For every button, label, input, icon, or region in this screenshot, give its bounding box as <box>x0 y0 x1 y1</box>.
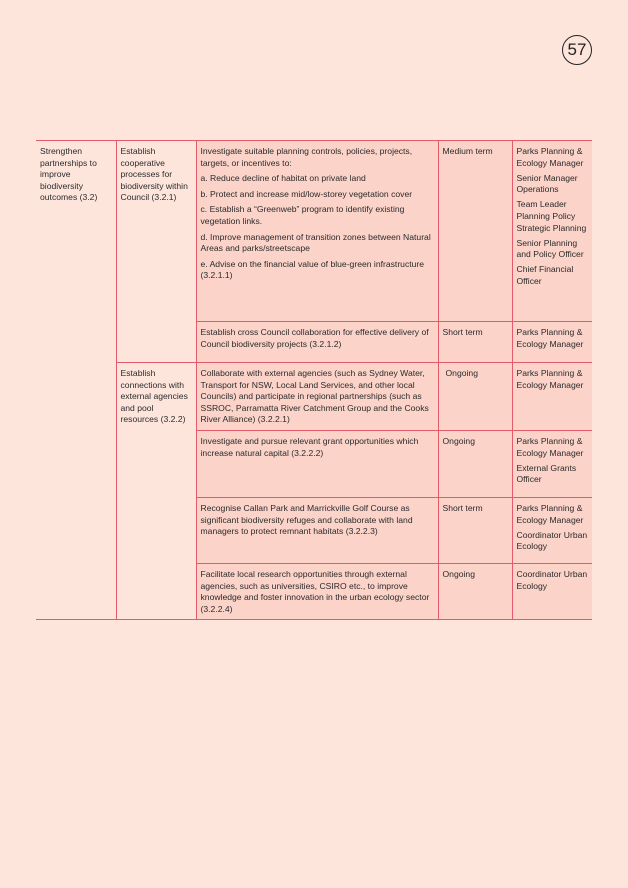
responsibility-item: Team Leader Planning Policy Strategic Planning <box>516 199 587 233</box>
action-text: c. Establish a “Greenweb” program to identify existing vegetation links. <box>200 204 405 226</box>
action-text: d. Improve management of transition zones between Natural Areas and parks/streetscape <box>200 231 431 254</box>
timeframe-cell <box>438 141 512 322</box>
page-number: 57 <box>567 40 587 59</box>
responsibility-cell <box>512 322 592 363</box>
responsibility-cell <box>512 497 592 563</box>
action-cell <box>196 563 438 619</box>
timeframe: Ongoing <box>445 368 478 378</box>
strategy-label: Establish connections with external agencies and pool resources (3.2.2) <box>120 368 188 425</box>
timeframe: Short term <box>442 327 483 337</box>
action-text: Collaborate with external agencies (such as Sydney Water, Transport for NSW, Local Land Services, and other local Councils) and participate in regional partnerships (such as SSROC, Parramatta River Catchment Group and the Cooks River Alliance) (3.2.2.1) <box>200 368 429 425</box>
action-cell <box>196 141 438 322</box>
timeframe-cell <box>438 322 512 363</box>
action-text: a. Reduce decline of habitat on private land <box>200 173 366 184</box>
action-plan-table <box>36 140 592 620</box>
timeframe-cell <box>438 430 512 497</box>
responsibility-item: Parks Planning & Ecology Manager <box>516 502 584 525</box>
responsibility-item: Coordinator Urban Ecology <box>516 529 588 552</box>
action-text: Investigate suitable planning controls, policies, projects, targets, or incentives to: <box>200 146 413 168</box>
responsibility-cell <box>512 563 592 619</box>
responsibility-cell <box>512 141 592 322</box>
action-text: Recognise Callan Park and Marrickville Golf Course as significant biodiversity refuges and collaborate with land managers to protect remnant habitats (3.2.2.3) <box>200 502 413 537</box>
timeframe-cell <box>438 497 512 563</box>
timeframe: Ongoing <box>442 435 475 446</box>
action-text: b. Protect and increase mid/low-storey vegetation cover <box>200 188 413 199</box>
responsibility-cell <box>512 363 592 431</box>
timeframe-cell <box>438 563 512 619</box>
responsibility-item: Parks Planning & Ecology Manager <box>516 435 584 458</box>
responsibility-item: Senior Manager Operations <box>516 172 578 195</box>
responsibility-item: Coordinator Urban Ecology <box>516 568 588 591</box>
strategy-label: Establish cooperative processes for biodiversity within Council (3.2.1) <box>120 146 188 203</box>
action-cell <box>196 497 438 563</box>
action-cell <box>196 322 438 363</box>
timeframe-cell <box>438 363 512 431</box>
action-text: e. Advise on the financial value of blue-green infrastructure (3.2.1.1) <box>200 258 425 281</box>
action-text: Facilitate local research opportunities through external agencies, such as universities, CSIRO etc., to improve knowledge and foster innovation in the urban ecology sector (3.2.2.4) <box>200 568 430 614</box>
responsibility-item: Parks Planning & Ecology Manager <box>516 146 584 168</box>
responsibility-cell <box>512 430 592 497</box>
responsibility-item: Parks Planning & Ecology Manager <box>516 327 584 349</box>
table-row <box>36 363 592 431</box>
page-number-badge <box>562 35 592 65</box>
action-text: Establish cross Council collaboration for effective delivery of Council biodiversity projects (3.2.1.2) <box>200 327 429 349</box>
outcome-label: Strengthen partnerships to improve biodiversity outcomes (3.2) <box>40 146 98 203</box>
responsibility-item: Chief Financial Officer <box>516 264 574 286</box>
action-cell <box>196 430 438 497</box>
action-text: Investigate and pursue relevant grant opportunities which increase natural capital (3.2.2.2) <box>200 435 419 458</box>
timeframe: Short term <box>442 502 483 513</box>
responsibility-item: Senior Planning and Policy Officer <box>516 237 584 260</box>
responsibility-item: Parks Planning & Ecology Manager <box>516 368 584 390</box>
responsibility-item: External Grants Officer <box>516 462 577 485</box>
timeframe: Ongoing <box>442 568 475 579</box>
table-row <box>36 141 592 322</box>
action-cell <box>196 363 438 431</box>
strategy-cell <box>116 141 196 363</box>
timeframe: Medium term <box>442 146 493 156</box>
outcome-cell <box>36 141 116 620</box>
strategy-cell <box>116 363 196 620</box>
